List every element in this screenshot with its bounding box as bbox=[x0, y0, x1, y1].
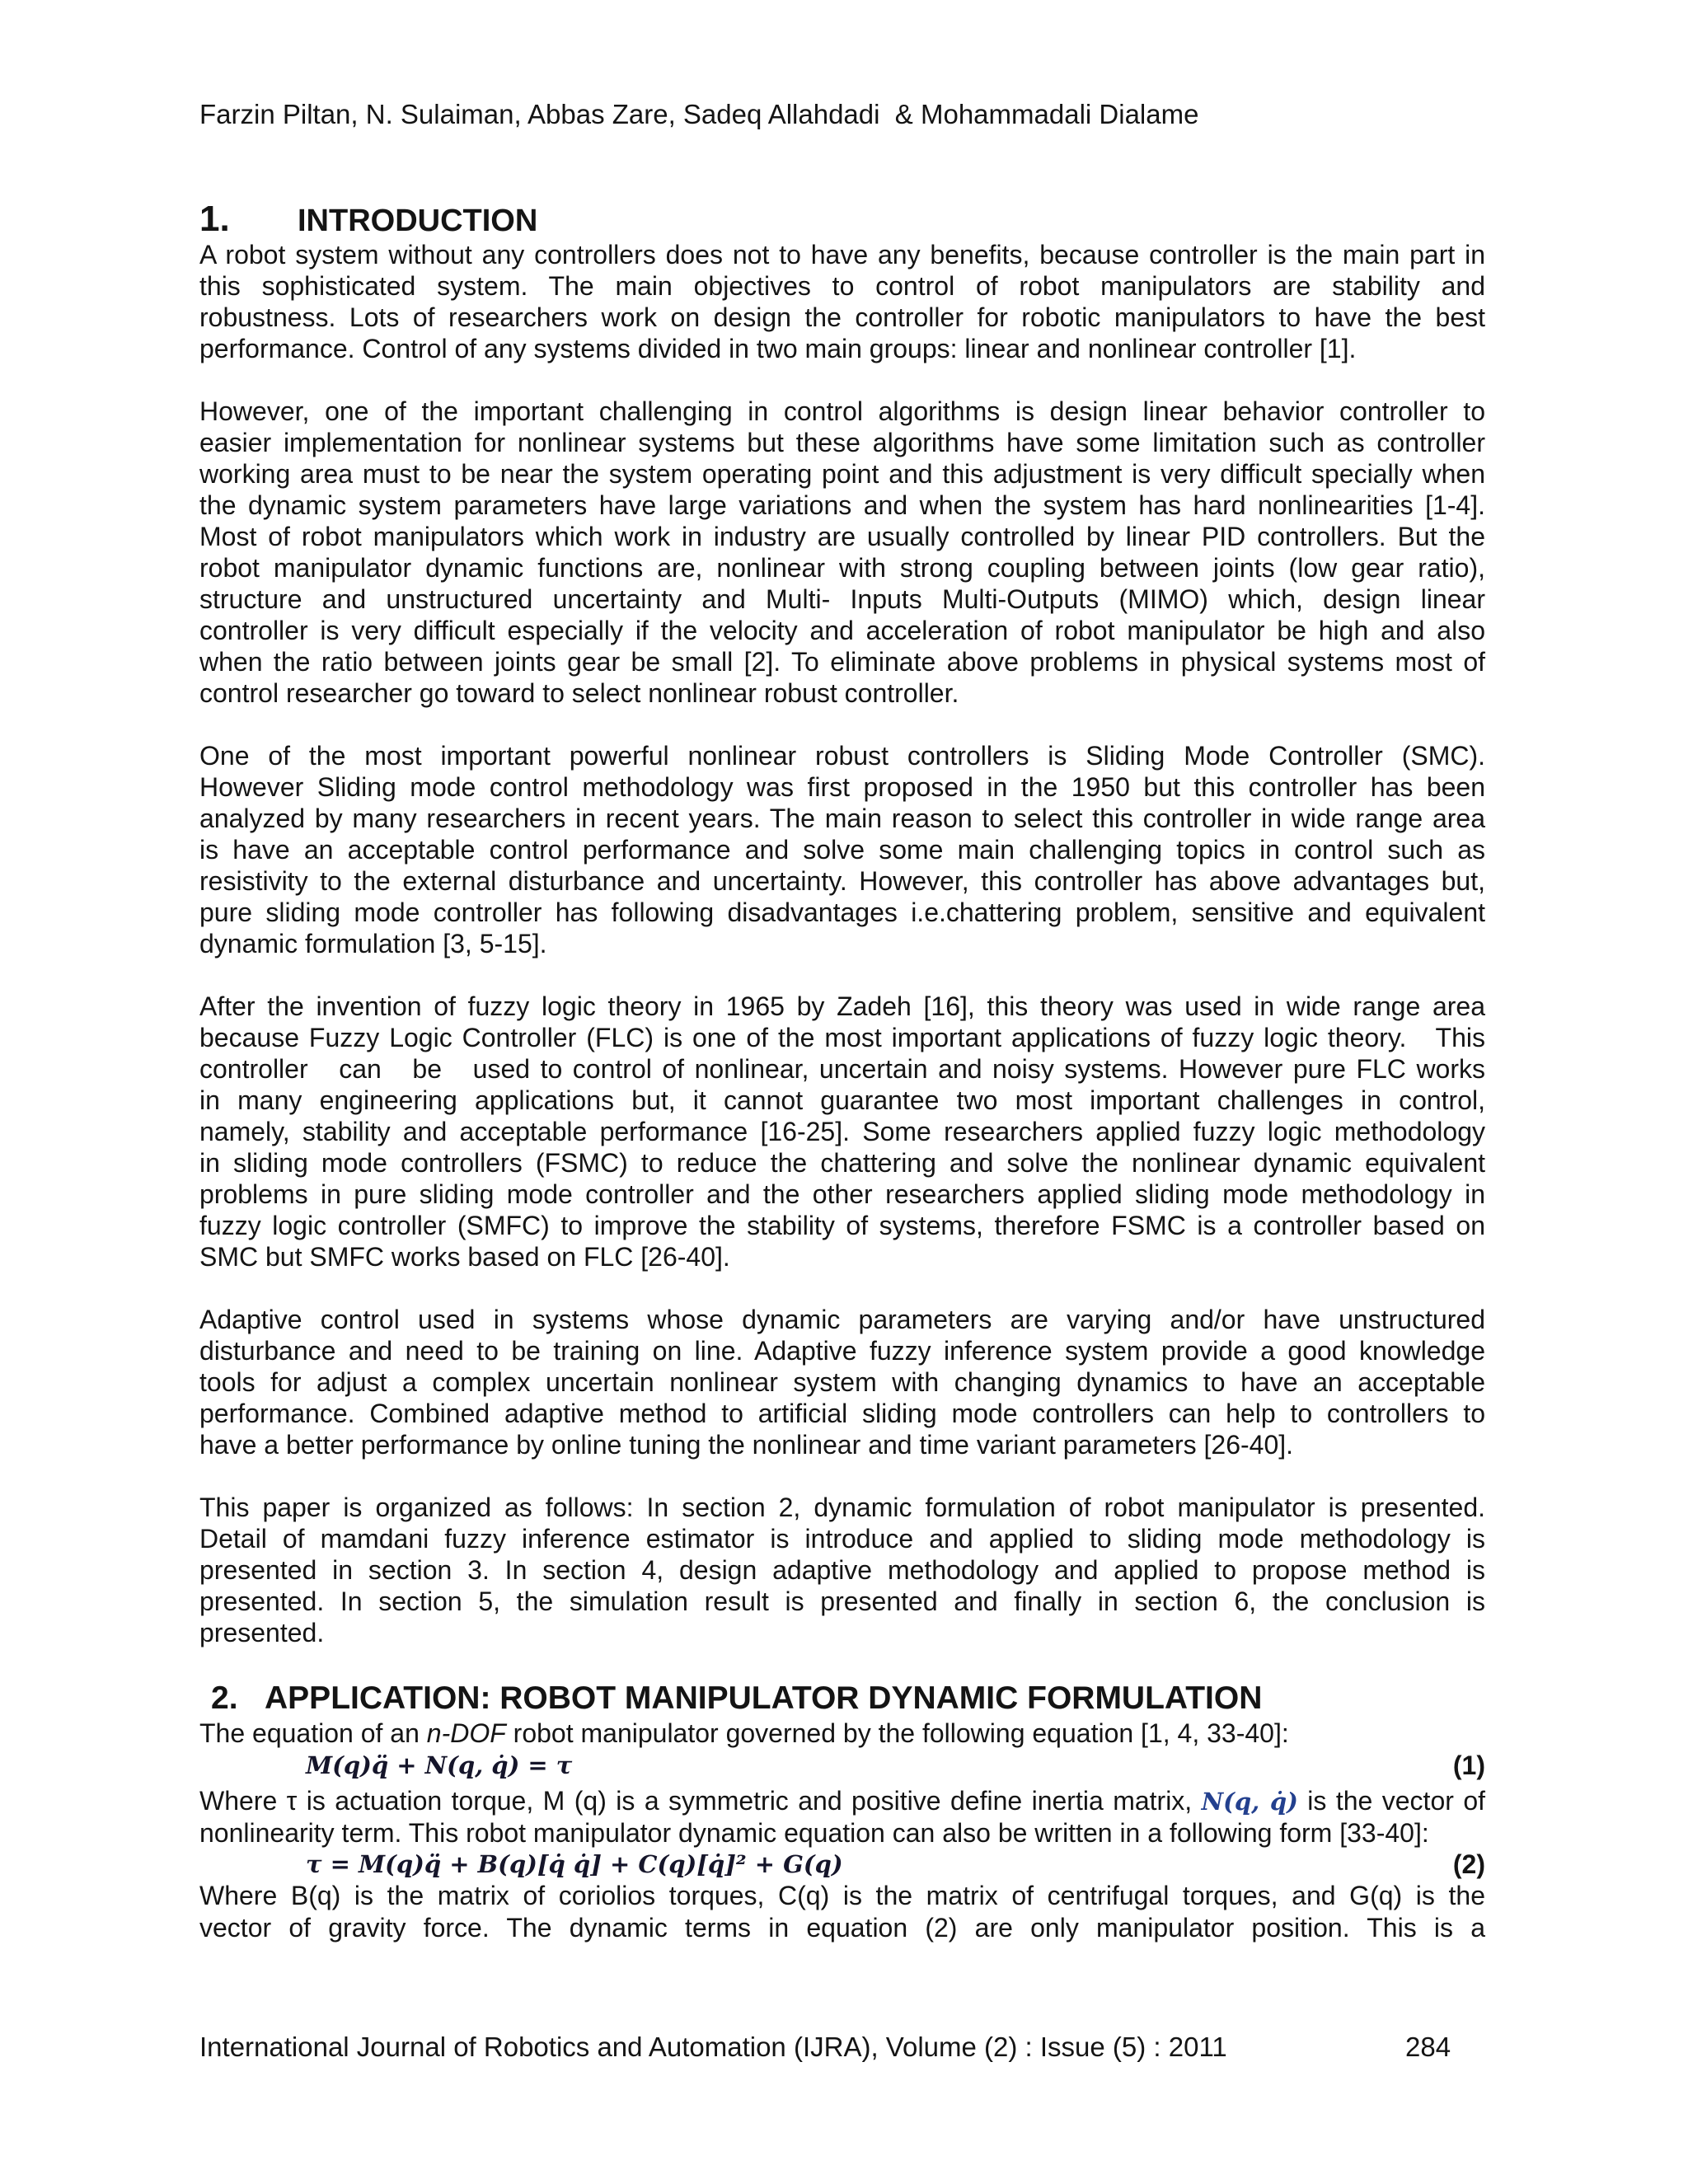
where-line-3: vector of gravity force. The dynamic terms in equation (2) are only manipulator position. This is a bbox=[199, 1913, 1485, 1943]
paragraph-line: Detail of mamdani fuzzy inference estimator is introduce and applied to sliding mode methodology is bbox=[199, 1524, 1485, 1554]
paragraph-line: in sliding mode controllers (FSMC) to reduce the chattering and solve the nonlinear dynamic equivalent bbox=[199, 1148, 1485, 1178]
paragraph-line: pure sliding mode controller has following disadvantages i.e.chattering problem, sensitive and equivalent bbox=[199, 898, 1485, 927]
paragraph-line: After the invention of fuzzy logic theory in 1965 by Zadeh [16], this theory was used in wide range area bbox=[199, 991, 1485, 1021]
where-line-2: Where B(q) is the matrix of coriolios torques, C(q) is the matrix of centrifugal torques, and G(q) is the bbox=[199, 1881, 1485, 1910]
equation-2-row bbox=[199, 1849, 1485, 1880]
section-1-title: INTRODUCTION bbox=[298, 204, 538, 238]
paragraph-line: However Sliding mode control methodology was first proposed in the 1950 but this controller has been bbox=[199, 772, 1485, 802]
paragraph-line: dynamic formulation [3, 5-15]. bbox=[199, 929, 547, 958]
section-2-heading bbox=[211, 1680, 1262, 1717]
paragraph-line: presented in section 3. In section 4, design adaptive methodology and applied to propose method is bbox=[199, 1555, 1485, 1585]
paragraph-line: presented. bbox=[199, 1618, 325, 1647]
paragraph-line: However, one of the important challenging in control algorithms is design linear behavior controller to bbox=[199, 396, 1485, 426]
paragraph-line: working area must to be near the system operating point and this adjustment is very difficult specially when bbox=[199, 459, 1485, 489]
section-1-body bbox=[199, 239, 1485, 1680]
paragraph-line: easier implementation for nonlinear systems but these algorithms have some limitation such as controller bbox=[199, 428, 1485, 457]
paragraph-line: A robot system without any controllers does not to have any benefits, because controller is the main part in bbox=[199, 240, 1485, 269]
paragraph-line: have a better performance by online tuning the nonlinear and time variant parameters [26-40]. bbox=[199, 1430, 1294, 1460]
paragraph-5 bbox=[199, 1304, 1485, 1460]
equation-2: τ = M(q)q̈ + B(q)[q̇ q̇] + C(q)[q̇]² + G(q) bbox=[306, 1850, 843, 1878]
paragraph-line: control researcher go toward to select nonlinear robust controller. bbox=[199, 678, 959, 708]
paragraph-3 bbox=[199, 740, 1485, 959]
paragraph-line: tools for adjust a complex uncertain nonlinear system with changing dynamics to have an acceptable bbox=[199, 1367, 1485, 1397]
paragraph-line: presented. In section 5, the simulation result is presented and finally in section 6, the conclusion is bbox=[199, 1586, 1485, 1616]
paragraph-line: namely, stability and acceptable performance [16-25]. Some researchers applied fuzzy logic methodology bbox=[199, 1117, 1485, 1146]
paragraph-line: resistivity to the external disturbance and uncertainty. However, this controller has above advantages but, bbox=[199, 866, 1485, 896]
intro-text-ndof: n-DOF bbox=[426, 1718, 506, 1748]
paragraph-line: this sophisticated system. The main objectives to control of robot manipulators are stability and bbox=[199, 271, 1485, 301]
equation-1: M(q)q̈ + N(q, q̇) = τ bbox=[306, 1751, 573, 1779]
paragraph-line: This paper is organized as follows: In section 2, dynamic formulation of robot manipulator is presented. bbox=[199, 1493, 1485, 1522]
paragraph-line: when the ratio between joints gear be small [2]. To eliminate above problems in physical systems most of bbox=[199, 647, 1485, 677]
paragraph-line: robustness. Lots of researchers work on design the controller for robotic manipulators to have the best bbox=[199, 302, 1485, 332]
paragraph-line: problems in pure sliding mode controller and the other researchers applied sliding mode methodology in bbox=[199, 1179, 1485, 1209]
paragraph-line: is have an acceptable control performance and solve some main challenging topics in control such as bbox=[199, 835, 1485, 865]
equation-1-row bbox=[199, 1750, 1485, 1781]
paragraph-line: Adaptive control used in systems whose dynamic parameters are varying and/or have unstructured bbox=[199, 1305, 1485, 1334]
paragraph-1 bbox=[199, 239, 1485, 364]
footer-journal-citation: International Journal of Robotics and Automation (IJRA), Volume (2) : Issue (5) : 2011 bbox=[199, 2032, 1227, 2062]
paragraph-4 bbox=[199, 991, 1485, 1272]
footer-page-number: 284 bbox=[1405, 2032, 1451, 2062]
paragraph-line: the dynamic system parameters have large variations and when the system has hard nonlinearities [1-4]. bbox=[199, 490, 1485, 520]
paragraph-line: analyzed by many researchers in recent years. The main reason to select this controller in wide range area bbox=[199, 804, 1485, 833]
running-header-authors: Farzin Piltan, N. Sulaiman, Abbas Zare, Sadeq Allahdadi & Mohammadali Dialame bbox=[199, 99, 1199, 129]
paragraph-6 bbox=[199, 1492, 1485, 1648]
where-line-1 bbox=[199, 1785, 1485, 1816]
inline-formula-n: N(q, q̇) bbox=[1201, 1788, 1298, 1816]
intro-text-after: robot manipulator governed by the following equation [1, 4, 33-40]: bbox=[505, 1718, 1289, 1748]
paragraph-line: Most of robot manipulators which work in industry are usually controlled by linear PID controllers. But the bbox=[199, 522, 1485, 551]
paragraph-line: controller can be used to control of nonlinear, uncertain and noisy systems. However pure FLC works bbox=[199, 1054, 1485, 1084]
paragraph-line: performance. Combined adaptive method to artificial sliding mode controllers can help to controllers to bbox=[199, 1399, 1485, 1428]
where-1-text-after: is the vector of bbox=[1297, 1786, 1486, 1816]
paragraph-line: SMC but SMFC works based on FLC [26-40]. bbox=[199, 1242, 730, 1272]
where-1-text-before: Where τ is actuation torque, M (q) is a symmetric and positive define inertia matrix, bbox=[199, 1786, 1202, 1816]
paragraph-line: robot manipulator dynamic functions are, nonlinear with strong coupling between joints (low gear ratio), bbox=[199, 553, 1485, 583]
equation-2-number: (2) bbox=[1452, 1849, 1485, 1879]
section-1-number: 1. bbox=[199, 199, 230, 239]
nonlinearity-term-line: nonlinearity term. This robot manipulator dynamic equation can also be written in a following form [33-40]: bbox=[199, 1818, 1429, 1848]
paragraph-line: structure and unstructured uncertainty and Multi- Inputs Multi-Outputs (MIMO) which, design linear bbox=[199, 584, 1485, 614]
intro-text-before: The equation of an bbox=[199, 1718, 427, 1748]
paragraph-2 bbox=[199, 396, 1485, 709]
section-2-intro-line bbox=[199, 1718, 1485, 1749]
paragraph-line: in many engineering applications but, it cannot guarantee two most important challenges in control, bbox=[199, 1085, 1485, 1115]
paragraph-line: controller is very difficult especially if the velocity and acceleration of robot manipulator be high and also bbox=[199, 616, 1485, 645]
paragraph-line: because Fuzzy Logic Controller (FLC) is one of the most important applications of fuzzy logic theory. This bbox=[199, 1023, 1485, 1052]
paragraph-line: disturbance and need to be training on line. Adaptive fuzzy inference system provide a good knowledge bbox=[199, 1336, 1485, 1366]
section-1-heading bbox=[199, 201, 537, 237]
paragraph-line: fuzzy logic controller (SMFC) to improve the stability of systems, therefore FSMC is a controller based on bbox=[199, 1211, 1485, 1240]
equation-1-number: (1) bbox=[1452, 1750, 1485, 1780]
section-2-number: 2. bbox=[211, 1680, 238, 1716]
paragraph-line: One of the most important powerful nonlinear robust controllers is Sliding Mode Controller (SMC). bbox=[199, 741, 1485, 771]
section-2-title: APPLICATION: ROBOT MANIPULATOR DYNAMIC FORMULATION bbox=[265, 1680, 1263, 1716]
paragraph-line: performance. Control of any systems divided in two main groups: linear and nonlinear controller [1]. bbox=[199, 334, 1357, 363]
